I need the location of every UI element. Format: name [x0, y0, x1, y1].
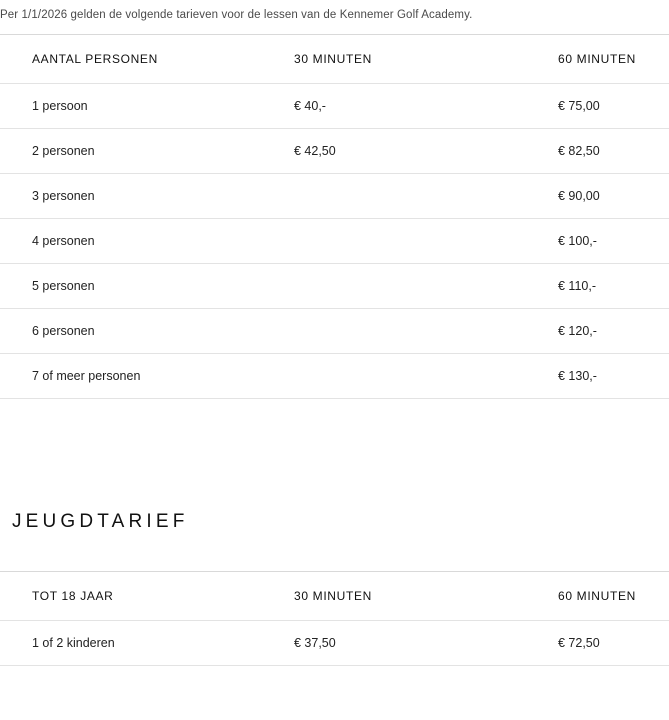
row-price-60: € 120,- [558, 309, 669, 354]
row-price-30 [294, 174, 558, 219]
table-row [0, 84, 669, 129]
table-row [0, 264, 669, 309]
youth-table-body [0, 621, 669, 666]
section-spacer [0, 399, 669, 511]
page-title-jeugdtarief: JEUGDTARIEF [12, 511, 189, 533]
table-header-row [0, 572, 669, 621]
row-price-30: € 37,50 [294, 621, 558, 666]
column-header-30min: 30 MINUTEN [294, 35, 558, 84]
youth-table-head [0, 572, 669, 621]
adult-tariff-table [0, 35, 669, 399]
table-row [0, 174, 669, 219]
column-header-60min: 60 MINUTEN [558, 572, 669, 621]
row-label: 2 personen [0, 129, 294, 174]
table-row [0, 219, 669, 264]
row-price-60: € 75,00 [558, 84, 669, 129]
column-header-30min: 30 MINUTEN [294, 572, 558, 621]
column-header-60min: 60 MINUTEN [558, 35, 669, 84]
intro-text: Per 1/1/2026 gelden de volgende tarieven voor de lessen van de Kennemer Golf Academy. [0, 9, 473, 21]
row-label: 6 personen [0, 309, 294, 354]
row-price-30 [294, 219, 558, 264]
adult-table-head [0, 35, 669, 84]
youth-tariff-table [0, 572, 669, 666]
table-row [0, 354, 669, 399]
table-header-row [0, 35, 669, 84]
row-price-60: € 90,00 [558, 174, 669, 219]
row-label: 1 persoon [0, 84, 294, 129]
row-price-30 [294, 264, 558, 309]
row-price-60: € 100,- [558, 219, 669, 264]
adult-table-body [0, 84, 669, 399]
row-price-30 [294, 354, 558, 399]
row-label: 1 of 2 kinderen [0, 621, 294, 666]
row-price-30: € 40,- [294, 84, 558, 129]
row-price-60: € 110,- [558, 264, 669, 309]
table-row [0, 129, 669, 174]
column-header-personen: AANTAL PERSONEN [0, 35, 294, 84]
table-row [0, 309, 669, 354]
row-label: 7 of meer personen [0, 354, 294, 399]
row-label: 5 personen [0, 264, 294, 309]
row-price-60: € 72,50 [558, 621, 669, 666]
row-price-30: € 42,50 [294, 129, 558, 174]
row-price-60: € 130,- [558, 354, 669, 399]
row-price-60: € 82,50 [558, 129, 669, 174]
intro-paragraph [0, 0, 669, 34]
table-row [0, 621, 669, 666]
row-label: 3 personen [0, 174, 294, 219]
row-price-30 [294, 309, 558, 354]
row-label: 4 personen [0, 219, 294, 264]
title-spacer [0, 533, 669, 571]
column-header-tot18jaar: TOT 18 JAAR [0, 572, 294, 621]
